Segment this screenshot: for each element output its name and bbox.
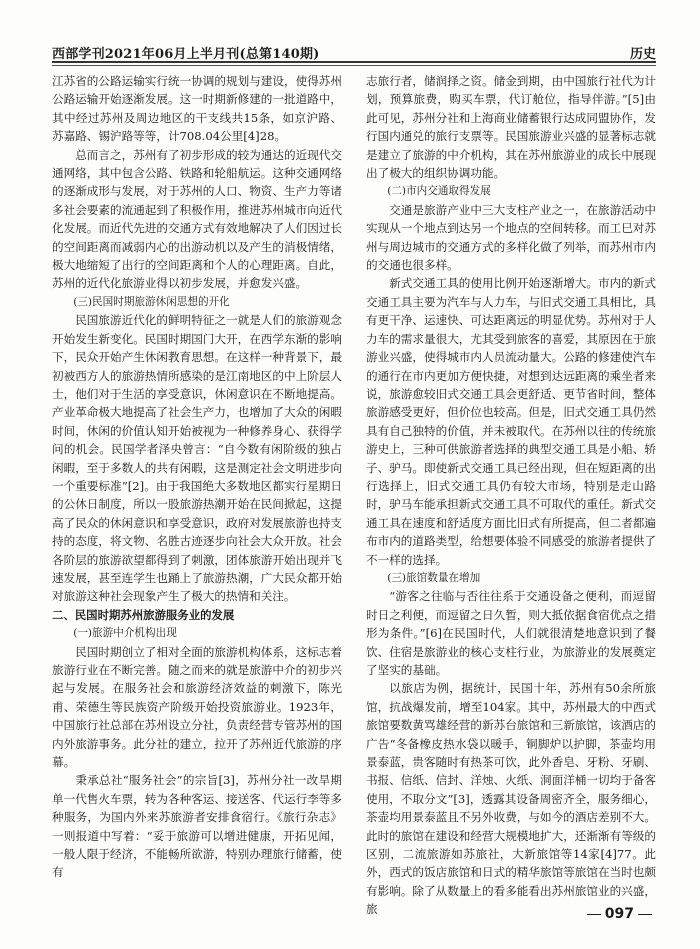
paragraph: 交通是旅游产业中三大支柱产业之一，在旅游活动中实现从一个地点到达另一个地点的空间转移。而工巳对苏州与周边城市的交通方式的多样化做了列举，而苏州市内的交通也很多样。 [366,202,656,273]
section-heading: 二、民国时期苏州旅游服务业的发展 [52,607,235,622]
paragraph: 民国旅游近代化的鲜明特征之一就是人们的旅游观念开始发生新变化。民国时期国门大开，在西学东渐的影响下，民众开始产生休闲教育思想。在这样一种背景下，最初被西方人的旅游热情所感染的是江南地区的中上阶层人士，他们对于生活的享受意识，休闲意识在不断地提高。产业革命极大地提高了社会生产力，也增加了大众的闲暇时间，休闲的价值认知开始被视为一种修养身心、获得学问的机会。民国学者泽央曾言：“自今数有闲阶级的独占闲暇，至于多数人的共有闲暇，这是测定社会文明进步向一个重要标准”[2]。由于我国绝大多数地区都实行星期日的公休日制度，所以一股旅游热潮开始在民间掀起，这提高了民众的休闲意识和享受意识，政府对发展旅游也持支持的态度，将文物、名胜古迹逐步向社会大众开放。社会各阶层的旅游欲望都得到了刺激，团体旅游开始出现并飞速发展，甚至连学生也踊上了旅游热潮，广大民众都开始对旅游这种社会现象产生了极大的热情和关注。 [52,313,342,604]
page-number-text: 097 [604,906,634,922]
subsection-heading: (一)旅游中介机构出现 [73,627,177,640]
subsection-heading: (三)民国时期旅游休闲思想的开化 [73,295,230,308]
paragraph-continued: 江苏省的公路运输实行统一协调的规划与建设，使得苏州公路运输开始逐渐发展。这一时期新修建的一批道路中，其中经过苏州及周边地区的干支线共15条，如京沪路、苏嘉路、锡沪路等等，计708.04公里[4]28。 [52,74,342,144]
paragraph-continued: 志旅行者，储润择之资。储金到期，由中国旅行社代为计划，预算旅费，购买车票，代订舱位，指导伴游。”[5]由此可见，苏州分社和上海商业储蓄银行达成同盟协作，发行国内通兑的旅行支票等。民国旅游业兴盛的显著标志就是建立了旅游的中介机构，其在苏州旅游业的成长中展现出了极大的组织协调功能。 [366,74,656,181]
page-header [52,38,656,64]
header-rule-thick [52,61,656,63]
left-column [52,72,342,902]
subsection-heading: (二)市内交通取得发展 [387,185,491,198]
page-number [583,906,656,922]
paragraph: 以旅店为例，据统计，民国十年，苏州有50余所旅馆，抗战爆发前，增至104家。其中，苏州最大的中西式旅馆要数黄骂雄经营的新苏台旅馆和三新旅馆，该酒店的广告“冬备橡皮热水袋以暖手，铜脚炉以护脚，茶壶均用景泰蓝，贵客随时有热茶可饮，此外香皂、牙粉、牙刷、书报、信纸、信封、洋烛、火纸、洞面洋桶一切均于备客使用，不取分文”[3]，透露其设备周密齐全，服务细心，茶壶均用景泰蓝且不另外收费，与如今的酒店差别不大。此时的旅馆在建设和经营大规模地扩大，还渐渐有等级的区别，二流旅游如苏旅社，大新旅馆等14家[4]77。此外，西式的饭店旅馆和日式的精华旅馆等旅馆在当时也颇有影响。除了从数量上的看多能看出苏州旅馆业的兴盛，旅 [366,681,656,917]
page-number-dash [638,914,652,915]
paragraph: 总而言之，苏州有了初步形成的较为通达的近现代交通网络，其中包含公路、铁路和轮船航运。这种交通网络的逐渐成形与发展，对于苏州的人口、物资、生产力等诸多社会要素的流通起到了积极作用，推进苏州城市向近代化发展。而近代先进的交通方式有效地解决了人们因过长的空间距离而减弱内心的出游动机以及产生的消极情绪，极大地缩短了出行的空间距离和个人的心理距离。自此，苏州的近代化旅游业得以初步发展，并愈发兴盛。 [52,147,342,291]
paragraph: 民国时期创立了相对全面的旅游机构体系，这标志着旅游行业在不断完善。随之而来的就是旅游中介的初步兴起与发展。在服务社会和旅游经济效益的刺激下，陈光甫、荣德生等民族资产阶级开始投资旅游业。1923年，中国旅行社总部在苏州设立分社，负责经营专管苏州的国内外旅游事务。此分社的建立，拉开了苏州近代旅游的序幕。 [52,644,342,770]
page-number-dash [587,914,601,915]
section-label: 历史 [629,47,656,62]
paragraph: 新式交通工具的使用比例开始逐渐增大。市内的新式交通工具主要为汽车与人力车，与旧式交通工具相比，具有更干净、运速快、可达距离远的明显优势。苏州对于人力车的需求量很大，尤其受到旅客的喜爱，其原因在于旅游业兴盛，使得城市内人员流动量大。公路的修建使汽车的通行在市内更加方便快捷，对想到达远距离的乘坐者来说，旅游愈较旧式交通工具会更舒适、更节省时间，整体旅游感受更好，但价位也较高。但是，旧式交通工具仍然具有自己独特的价值，并未被取代。在苏州以往的传统旅游史上，三种可供旅游者选择的典型交通工具是小船、轿子、驴马。即使新式交通工具已经出现，但在短距离的出行选择上，旧式交通工具仍有较大市场，特别是走山路时，驴马车能承担新式交通工具不可取代的重任。新式交通工具在速度和舒适度方面比旧式有所提高，但二者都遍布市内的道路类型，给想要体验不同感受的旅游者提供了不一样的选择。 [366,276,656,567]
journal-title: 西部学刊2021年06月上半月刊(总第140期) [52,47,320,62]
paragraph: 秉承总社“服务社会”的宗旨[3]，苏州分社一改旱期单一代售火车票，转为各种客运、接送客、代运行李等多种服务，为国内外来苏旅游者安排食宿行。《旅行杂志》一则报道中写着：“妥于旅游可以增进健康，开拓见闻，一般人限于经济，不能畅所欲游，特别办理旅行储蓄，使有 [52,773,342,880]
header-rule-thin [52,65,656,66]
paragraph: “游客之往临与否往往系于交通设备之便利，而逗留时日之利便，而逗留之日久暂，则大抵依据食宿优点之措形为条件。”[6]在民国时代，人们就很清楚地意识到了餐饮、住宿是旅游业的核心支柱行业，为旅游业的发展奠定了坚实的基础。 [366,589,656,677]
subsection-heading: (三)旅馆数量在增加 [387,571,481,584]
